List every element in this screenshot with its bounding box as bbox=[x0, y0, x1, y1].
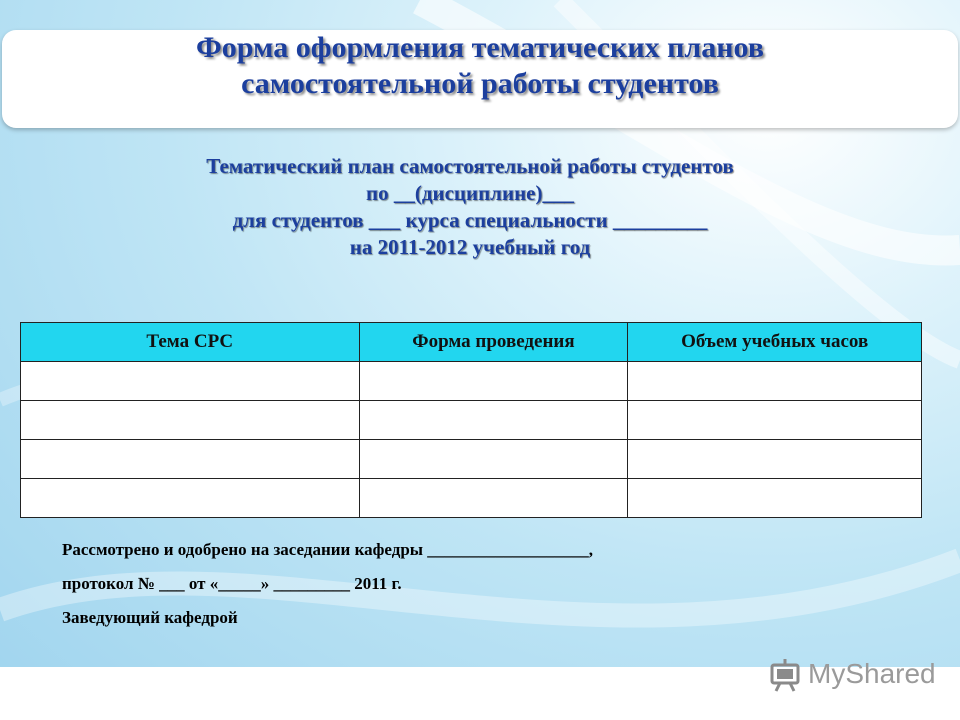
column-header-hours: Объем учебных часов bbox=[628, 323, 922, 362]
approval-line: Рассмотрено и одобрено на заседании кафедры ___________________, bbox=[62, 540, 594, 559]
table-cell bbox=[359, 479, 628, 518]
plan-table bbox=[20, 322, 922, 518]
head-of-department-line: Заведующий кафедрой bbox=[62, 608, 238, 627]
table-cell bbox=[359, 401, 628, 440]
slide-title bbox=[0, 30, 960, 102]
table-cell bbox=[359, 440, 628, 479]
table-row bbox=[21, 401, 922, 440]
table-row bbox=[21, 479, 922, 518]
table-header-row bbox=[21, 323, 922, 362]
plan-heading-line: Тематический план самостоятельной работы студентов bbox=[206, 154, 734, 178]
plan-heading-line: по __(дисциплине)___ bbox=[366, 181, 574, 205]
slide-title-line: Форма оформления тематических планов bbox=[196, 31, 764, 64]
table-row bbox=[21, 362, 922, 401]
table-cell bbox=[628, 362, 922, 401]
protocol-line: протокол № ___ от «_____» _________ 2011 г. bbox=[62, 574, 402, 593]
plan-heading-line: для студентов ___ курса специальности _________ bbox=[232, 208, 708, 232]
myshared-logo-text[interactable]: MyShared bbox=[808, 658, 936, 689]
column-header-form: Форма проведения bbox=[359, 323, 628, 362]
table-cell bbox=[21, 479, 360, 518]
approval-notes bbox=[62, 538, 942, 640]
table-cell bbox=[628, 401, 922, 440]
table-cell bbox=[21, 362, 360, 401]
column-header-topic: Тема СРС bbox=[21, 323, 360, 362]
table-cell bbox=[21, 440, 360, 479]
table-cell bbox=[628, 440, 922, 479]
plan-heading-line: на 2011-2012 учебный год bbox=[349, 235, 591, 259]
plan-heading bbox=[0, 153, 940, 261]
table-cell bbox=[359, 362, 628, 401]
slide-title-line: самостоятельной работы студентов bbox=[241, 67, 719, 100]
table-row bbox=[21, 440, 922, 479]
table-cell bbox=[628, 479, 922, 518]
table-cell bbox=[21, 401, 360, 440]
